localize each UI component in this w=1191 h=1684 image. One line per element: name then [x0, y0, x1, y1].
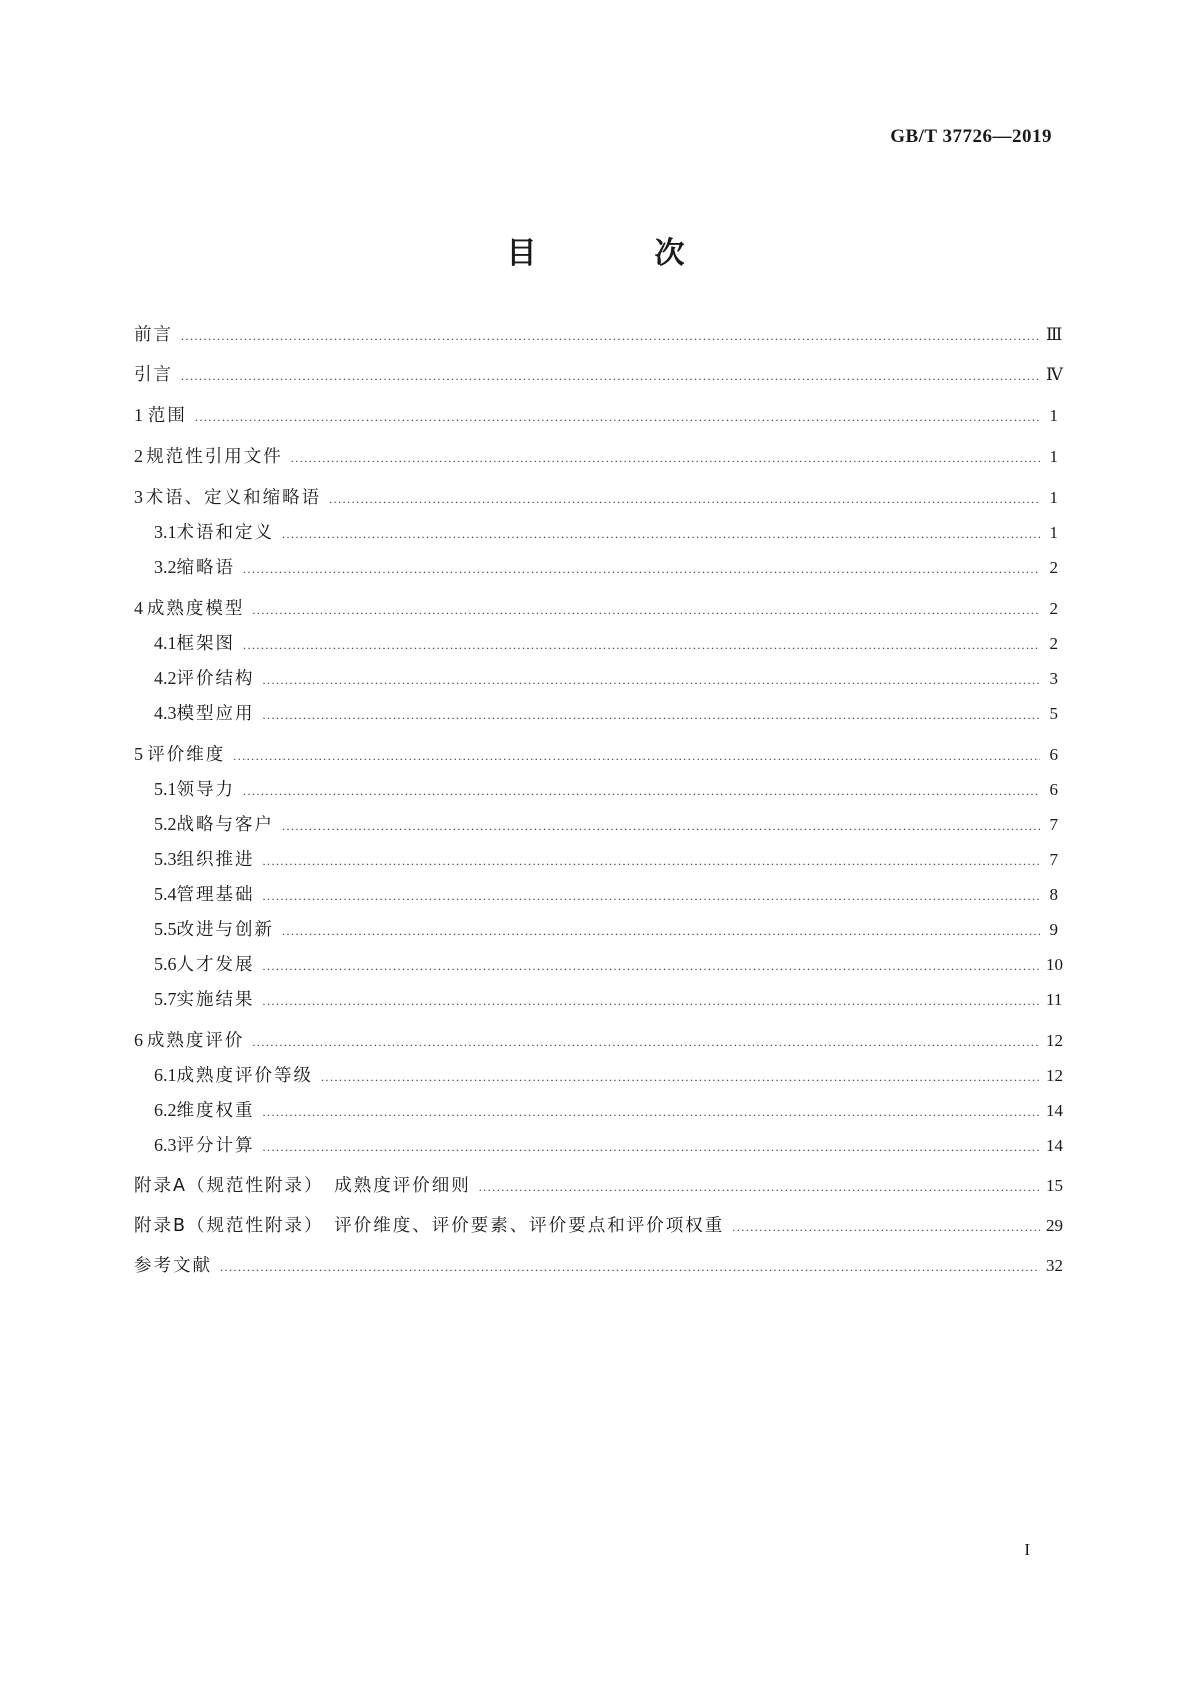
- toc-entry-label: 参考文献: [134, 1256, 212, 1276]
- toc-entry-page: 9: [1049, 920, 1058, 939]
- toc-entry[interactable]: [134, 363, 1063, 388]
- toc-entry[interactable]: [134, 1133, 1063, 1159]
- toc-entry-page: 6: [1049, 780, 1058, 799]
- toc-entry-page: 3: [1049, 669, 1058, 688]
- toc-entry-page: 1: [1049, 488, 1058, 507]
- toc-entry[interactable]: [134, 1063, 1063, 1089]
- toc-entry[interactable]: [134, 812, 1058, 838]
- toc-entry-number: 5.7: [154, 989, 177, 1009]
- toc-entry-number: 4.2: [154, 668, 177, 688]
- toc-entry-number: 5.5: [154, 919, 177, 939]
- toc-entry-page: 2: [1049, 599, 1058, 618]
- toc-entry-page: 8: [1049, 885, 1058, 904]
- toc-entry[interactable]: [134, 1254, 1063, 1279]
- toc-entry-page: 14: [1046, 1136, 1063, 1155]
- toc-leader-dots: [243, 779, 1040, 803]
- toc-entry-label: 管理基础: [176, 885, 255, 905]
- toc-entry-page: 10: [1046, 955, 1063, 974]
- toc-entry[interactable]: [134, 323, 1063, 348]
- toc-entry-page: 7: [1049, 815, 1058, 834]
- toc-entry-number: 6: [134, 1030, 143, 1050]
- toc-entry[interactable]: [134, 742, 1058, 768]
- toc-entry-label: 术语、定义和缩略语: [145, 488, 322, 508]
- toc-entry[interactable]: [134, 1214, 1063, 1239]
- toc-entry[interactable]: [134, 485, 1058, 511]
- toc-leader-dots: [282, 814, 1040, 838]
- toc-leader-dots: [181, 364, 1040, 388]
- toc-leader-dots: [263, 703, 1041, 727]
- toc-entry[interactable]: [134, 403, 1058, 429]
- toc-leader-dots: [263, 668, 1041, 692]
- toc-entry-page: 1: [1049, 447, 1058, 466]
- toc-entry-page: Ⅲ: [1046, 325, 1063, 344]
- page-title: 目 次: [506, 236, 729, 271]
- page-number: I: [1024, 1540, 1030, 1559]
- toc-entry-label: 范围: [147, 406, 187, 426]
- toc-leader-dots: [263, 1135, 1041, 1159]
- toc-entry-page: 7: [1049, 850, 1058, 869]
- toc-entry-number: 5.2: [154, 814, 177, 834]
- toc-entry-page: Ⅳ: [1046, 365, 1063, 384]
- toc-entry-number: 6.1: [154, 1065, 177, 1085]
- toc-entry-label: 实施结果: [176, 990, 255, 1010]
- toc-entry[interactable]: [134, 701, 1058, 727]
- toc-entry-label: 成熟度模型: [146, 599, 245, 619]
- toc-leader-dots: [263, 884, 1041, 908]
- toc-entry-number: 6.2: [154, 1100, 177, 1120]
- toc-entry[interactable]: [134, 596, 1058, 622]
- toc-entry[interactable]: [134, 1028, 1063, 1054]
- toc-entry-page: 32: [1046, 1256, 1063, 1275]
- toc-entry[interactable]: [134, 631, 1058, 657]
- toc-leader-dots: [220, 1255, 1040, 1279]
- toc-leader-dots: [479, 1175, 1040, 1199]
- toc-entry-label: 改进与创新: [176, 920, 274, 940]
- toc-entry-number: 1: [134, 405, 143, 425]
- toc-entry[interactable]: [134, 1098, 1063, 1124]
- toc-entry-label: 缩略语: [176, 558, 235, 578]
- toc-entry-label: 附录B（规范性附录） 评价维度、评价要素、评价要点和评价项权重: [134, 1216, 725, 1236]
- toc-entry-page: 1: [1049, 523, 1058, 542]
- toc-entry-number: 3.2: [154, 557, 177, 577]
- document-code: GB/T 37726—2019: [890, 126, 1052, 147]
- toc-entry-label: 战略与客户: [176, 815, 274, 835]
- toc-entry[interactable]: [134, 555, 1058, 581]
- toc-entry-label: 组织推进: [176, 850, 255, 870]
- toc-entry-label: 框架图: [176, 634, 235, 654]
- toc-leader-dots: [291, 446, 1040, 470]
- toc-entry-label: 评分计算: [176, 1136, 255, 1156]
- toc-entry-label: 引言: [134, 365, 173, 385]
- toc-entry-number: 6.3: [154, 1135, 177, 1155]
- toc-entry-label: 评价维度: [147, 745, 226, 765]
- toc-leader-dots: [195, 405, 1040, 429]
- toc-entry-page: 11: [1046, 990, 1063, 1009]
- toc-entry-number: 3: [134, 487, 143, 507]
- toc-entry-page: 5: [1049, 704, 1058, 723]
- toc-entry-number: 5.1: [154, 779, 177, 799]
- toc-leader-dots: [263, 954, 1041, 978]
- toc-entry-label: 评价结构: [176, 669, 255, 689]
- toc-entry-number: 4.1: [154, 633, 177, 653]
- toc-leader-dots: [263, 989, 1041, 1013]
- toc-leader-dots: [329, 487, 1040, 511]
- toc-leader-dots: [263, 1100, 1041, 1124]
- toc-entry[interactable]: [134, 520, 1058, 546]
- toc-entry-page: 15: [1046, 1176, 1063, 1195]
- toc-leader-dots: [263, 849, 1041, 873]
- toc-entry-number: 5.3: [154, 849, 177, 869]
- toc-entry-label: 术语和定义: [176, 523, 274, 543]
- toc-entry[interactable]: [134, 952, 1063, 978]
- toc-leader-dots: [252, 598, 1040, 622]
- toc-entry-number: 5.6: [154, 954, 177, 974]
- toc-leader-dots: [243, 633, 1040, 657]
- table-of-contents: [134, 323, 1063, 1279]
- toc-leader-dots: [732, 1215, 1040, 1239]
- toc-entry-number: 5: [134, 744, 143, 764]
- toc-entry-label: 维度权重: [176, 1101, 255, 1121]
- toc-entry-page: 12: [1046, 1066, 1063, 1085]
- toc-entry-label: 规范性引用文件: [146, 447, 283, 467]
- toc-entry-page: 2: [1049, 558, 1058, 577]
- toc-entry-label: 模型应用: [176, 704, 255, 724]
- toc-entry-number: 5.4: [154, 884, 177, 904]
- toc-entry[interactable]: [134, 917, 1058, 943]
- toc-entry[interactable]: [134, 847, 1058, 873]
- toc-entry[interactable]: [134, 444, 1058, 470]
- toc-entry-number: 4.3: [154, 703, 177, 723]
- toc-leader-dots: [282, 919, 1040, 943]
- toc-leader-dots: [181, 324, 1040, 348]
- toc-leader-dots: [321, 1065, 1040, 1089]
- toc-leader-dots: [233, 744, 1040, 768]
- toc-entry[interactable]: [134, 987, 1063, 1013]
- toc-entry-label: 领导力: [176, 780, 235, 800]
- toc-entry-number: 2: [134, 446, 143, 466]
- toc-leader-dots: [282, 522, 1040, 546]
- toc-entry-page: 12: [1046, 1031, 1063, 1050]
- toc-entry[interactable]: [134, 666, 1058, 692]
- toc-entry-label: 附录A（规范性附录） 成熟度评价细则: [134, 1176, 471, 1196]
- toc-entry-number: 4: [134, 598, 143, 618]
- toc-entry[interactable]: [134, 777, 1058, 803]
- toc-entry[interactable]: [134, 882, 1058, 908]
- toc-leader-dots: [243, 557, 1040, 581]
- toc-entry-page: 6: [1049, 745, 1058, 764]
- toc-entry-number: 3.1: [154, 522, 177, 542]
- toc-entry-page: 29: [1046, 1216, 1063, 1235]
- toc-entry-label: 前言: [134, 325, 173, 345]
- toc-entry[interactable]: [134, 1174, 1063, 1199]
- toc-leader-dots: [252, 1030, 1040, 1054]
- toc-entry-label: 成熟度评价: [146, 1031, 245, 1051]
- toc-entry-label: 成熟度评价等级: [176, 1066, 313, 1086]
- toc-entry-page: 14: [1046, 1101, 1063, 1120]
- toc-entry-page: 2: [1049, 634, 1058, 653]
- toc-entry-label: 人才发展: [176, 955, 255, 975]
- toc-entry-page: 1: [1049, 406, 1058, 425]
